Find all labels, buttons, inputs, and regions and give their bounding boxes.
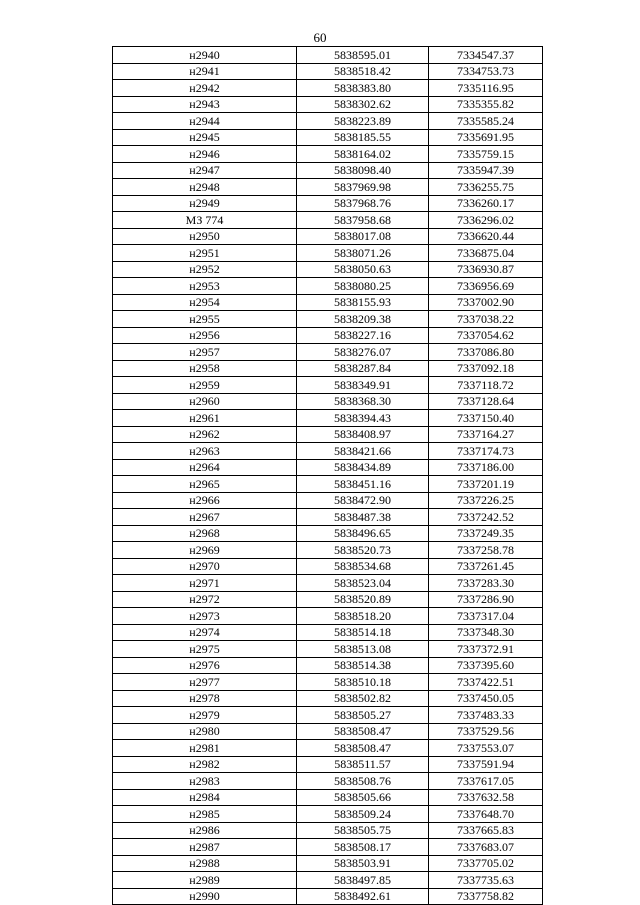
x-coordinate-cell: 5838349.91 (297, 377, 429, 394)
y-coordinate-cell: 7337164.27 (429, 426, 543, 443)
table-row (113, 674, 543, 691)
x-coordinate-cell: 5838502.82 (297, 690, 429, 707)
table-row (113, 426, 543, 443)
page-number: 60 (313, 30, 327, 45)
y-coordinate-cell: 7337617.05 (429, 773, 543, 790)
y-coordinate-cell: 7337150.40 (429, 410, 543, 427)
x-coordinate-cell: 5838276.07 (297, 344, 429, 361)
point-id-cell: н2952 (113, 261, 297, 278)
table-row (113, 525, 543, 542)
point-id-cell: н2971 (113, 575, 297, 592)
x-coordinate-cell: 5837969.98 (297, 179, 429, 196)
x-coordinate-cell: 5838155.93 (297, 294, 429, 311)
y-coordinate-cell: 7337317.04 (429, 608, 543, 625)
y-coordinate-cell: 7337665.83 (429, 822, 543, 839)
x-coordinate-cell: 5838508.47 (297, 740, 429, 757)
point-id-cell: н2978 (113, 690, 297, 707)
x-coordinate-cell: 5838302.62 (297, 96, 429, 113)
point-id-cell: н2968 (113, 525, 297, 542)
table-row (113, 839, 543, 856)
table-row (113, 261, 543, 278)
coordinates-table-body (113, 47, 543, 905)
y-coordinate-cell: 7337186.00 (429, 459, 543, 476)
x-coordinate-cell: 5838595.01 (297, 47, 429, 64)
y-coordinate-cell: 7337283.30 (429, 575, 543, 592)
y-coordinate-cell: 7336875.04 (429, 245, 543, 262)
y-coordinate-cell: 7335691.95 (429, 129, 543, 146)
y-coordinate-cell: 7337632.58 (429, 789, 543, 806)
table-row (113, 624, 543, 641)
table-row (113, 608, 543, 625)
point-id-cell: н2979 (113, 707, 297, 724)
table-row (113, 690, 543, 707)
point-id-cell: н2980 (113, 723, 297, 740)
y-coordinate-cell: 7337054.62 (429, 327, 543, 344)
y-coordinate-cell: 7337395.60 (429, 657, 543, 674)
x-coordinate-cell: 5838451.16 (297, 476, 429, 493)
y-coordinate-cell: 7337242.52 (429, 509, 543, 526)
point-id-cell: н2974 (113, 624, 297, 641)
y-coordinate-cell: 7336255.75 (429, 179, 543, 196)
y-coordinate-cell: 7337529.56 (429, 723, 543, 740)
x-coordinate-cell: 5838098.40 (297, 162, 429, 179)
y-coordinate-cell: 7337372.91 (429, 641, 543, 658)
point-id-cell: н2942 (113, 80, 297, 97)
point-id-cell: н2962 (113, 426, 297, 443)
point-id-cell: н2944 (113, 113, 297, 130)
table-row (113, 806, 543, 823)
table-row (113, 393, 543, 410)
point-id-cell: н2940 (113, 47, 297, 64)
point-id-cell: н2987 (113, 839, 297, 856)
point-id-cell: н2988 (113, 855, 297, 872)
point-id-cell: н2976 (113, 657, 297, 674)
table-row (113, 591, 543, 608)
point-id-cell: н2948 (113, 179, 297, 196)
table-row (113, 113, 543, 130)
y-coordinate-cell: 7336260.17 (429, 195, 543, 212)
x-coordinate-cell: 5838487.38 (297, 509, 429, 526)
x-coordinate-cell: 5838523.04 (297, 575, 429, 592)
x-coordinate-cell: 5838505.75 (297, 822, 429, 839)
y-coordinate-cell: 7337086.80 (429, 344, 543, 361)
point-id-cell: н2951 (113, 245, 297, 262)
point-id-cell: н2943 (113, 96, 297, 113)
table-row (113, 443, 543, 460)
y-coordinate-cell: 7337683.07 (429, 839, 543, 856)
x-coordinate-cell: 5838503.91 (297, 855, 429, 872)
table-row (113, 179, 543, 196)
table-row (113, 459, 543, 476)
point-id-cell: н2981 (113, 740, 297, 757)
y-coordinate-cell: 7337038.22 (429, 311, 543, 328)
x-coordinate-cell: 5838508.17 (297, 839, 429, 856)
y-coordinate-cell: 7334753.73 (429, 63, 543, 80)
table-row (113, 410, 543, 427)
y-coordinate-cell: 7336956.69 (429, 278, 543, 295)
y-coordinate-cell: 7337758.82 (429, 888, 543, 905)
y-coordinate-cell: 7337450.05 (429, 690, 543, 707)
table-row (113, 344, 543, 361)
x-coordinate-cell: 5838368.30 (297, 393, 429, 410)
x-coordinate-cell: 5838209.38 (297, 311, 429, 328)
x-coordinate-cell: 5838508.47 (297, 723, 429, 740)
x-coordinate-cell: 5838472.90 (297, 492, 429, 509)
point-id-cell: н2953 (113, 278, 297, 295)
point-id-cell: н2963 (113, 443, 297, 460)
point-id-cell: н2967 (113, 509, 297, 526)
table-row (113, 558, 543, 575)
x-coordinate-cell: 5838518.42 (297, 63, 429, 80)
table-row (113, 492, 543, 509)
point-id-cell: н2973 (113, 608, 297, 625)
table-row (113, 888, 543, 905)
point-id-cell: н2982 (113, 756, 297, 773)
x-coordinate-cell: 5838185.55 (297, 129, 429, 146)
point-id-cell: н2959 (113, 377, 297, 394)
y-coordinate-cell: 7337174.73 (429, 443, 543, 460)
table-row (113, 773, 543, 790)
x-coordinate-cell: 5838513.08 (297, 641, 429, 658)
x-coordinate-cell: 5838520.89 (297, 591, 429, 608)
y-coordinate-cell: 7337201.19 (429, 476, 543, 493)
coordinates-table (112, 46, 543, 905)
x-coordinate-cell: 5838017.08 (297, 228, 429, 245)
table-row (113, 740, 543, 757)
x-coordinate-cell: 5837958.68 (297, 212, 429, 229)
y-coordinate-cell: 7337286.90 (429, 591, 543, 608)
y-coordinate-cell: 7334547.37 (429, 47, 543, 64)
x-coordinate-cell: 5838223.89 (297, 113, 429, 130)
point-id-cell: н2984 (113, 789, 297, 806)
point-id-cell: н2954 (113, 294, 297, 311)
point-id-cell: н2946 (113, 146, 297, 163)
x-coordinate-cell: 5838508.76 (297, 773, 429, 790)
x-coordinate-cell: 5838434.89 (297, 459, 429, 476)
table-row (113, 47, 543, 64)
x-coordinate-cell: 5838080.25 (297, 278, 429, 295)
x-coordinate-cell: 5838497.85 (297, 872, 429, 889)
table-row (113, 377, 543, 394)
y-coordinate-cell: 7337483.33 (429, 707, 543, 724)
table-row (113, 657, 543, 674)
y-coordinate-cell: 7337735.63 (429, 872, 543, 889)
y-coordinate-cell: 7337705.02 (429, 855, 543, 872)
x-coordinate-cell: 5838505.66 (297, 789, 429, 806)
y-coordinate-cell: 7337092.18 (429, 360, 543, 377)
point-id-cell: н2961 (113, 410, 297, 427)
table-row (113, 278, 543, 295)
table-row (113, 756, 543, 773)
y-coordinate-cell: 7337648.70 (429, 806, 543, 823)
point-id-cell: н2966 (113, 492, 297, 509)
point-id-cell: н2975 (113, 641, 297, 658)
x-coordinate-cell: 5838492.61 (297, 888, 429, 905)
y-coordinate-cell: 7337258.78 (429, 542, 543, 559)
x-coordinate-cell: 5838514.38 (297, 657, 429, 674)
table-row (113, 855, 543, 872)
y-coordinate-cell: 7337249.35 (429, 525, 543, 542)
x-coordinate-cell: 5838518.20 (297, 608, 429, 625)
table-row (113, 707, 543, 724)
point-id-cell: н2972 (113, 591, 297, 608)
x-coordinate-cell: 5837968.76 (297, 195, 429, 212)
point-id-cell: н2965 (113, 476, 297, 493)
x-coordinate-cell: 5838509.24 (297, 806, 429, 823)
y-coordinate-cell: 7337002.90 (429, 294, 543, 311)
x-coordinate-cell: 5838534.68 (297, 558, 429, 575)
x-coordinate-cell: 5838383.80 (297, 80, 429, 97)
point-id-cell: н2957 (113, 344, 297, 361)
point-id-cell: н2977 (113, 674, 297, 691)
x-coordinate-cell: 5838050.63 (297, 261, 429, 278)
x-coordinate-cell: 5838505.27 (297, 707, 429, 724)
table-row (113, 641, 543, 658)
table-row (113, 542, 543, 559)
x-coordinate-cell: 5838421.66 (297, 443, 429, 460)
x-coordinate-cell: 5838408.97 (297, 426, 429, 443)
point-id-cell: н2960 (113, 393, 297, 410)
y-coordinate-cell: 7337118.72 (429, 377, 543, 394)
y-coordinate-cell: 7337422.51 (429, 674, 543, 691)
y-coordinate-cell: 7337348.30 (429, 624, 543, 641)
point-id-cell: н2949 (113, 195, 297, 212)
table-row (113, 294, 543, 311)
y-coordinate-cell: 7335355.82 (429, 96, 543, 113)
point-id-cell: н2964 (113, 459, 297, 476)
x-coordinate-cell: 5838511.57 (297, 756, 429, 773)
y-coordinate-cell: 7337553.07 (429, 740, 543, 757)
x-coordinate-cell: 5838510.18 (297, 674, 429, 691)
y-coordinate-cell: 7335116.95 (429, 80, 543, 97)
y-coordinate-cell: 7336930.87 (429, 261, 543, 278)
point-id-cell: н2955 (113, 311, 297, 328)
table-row (113, 146, 543, 163)
table-row (113, 360, 543, 377)
table-row (113, 245, 543, 262)
table-row (113, 872, 543, 889)
x-coordinate-cell: 5838496.65 (297, 525, 429, 542)
y-coordinate-cell: 7335947.39 (429, 162, 543, 179)
point-id-cell: н2956 (113, 327, 297, 344)
point-id-cell: н2958 (113, 360, 297, 377)
point-id-cell: н2970 (113, 558, 297, 575)
table-row (113, 80, 543, 97)
table-row (113, 162, 543, 179)
point-id-cell: н2983 (113, 773, 297, 790)
y-coordinate-cell: 7337128.64 (429, 393, 543, 410)
y-coordinate-cell: 7337261.45 (429, 558, 543, 575)
table-row (113, 575, 543, 592)
table-row (113, 228, 543, 245)
table-row (113, 789, 543, 806)
table-row (113, 509, 543, 526)
point-id-cell: н2947 (113, 162, 297, 179)
table-row (113, 723, 543, 740)
table-row (113, 63, 543, 80)
x-coordinate-cell: 5838227.16 (297, 327, 429, 344)
x-coordinate-cell: 5838520.73 (297, 542, 429, 559)
table-row (113, 195, 543, 212)
x-coordinate-cell: 5838514.18 (297, 624, 429, 641)
y-coordinate-cell: 7336620.44 (429, 228, 543, 245)
table-row (113, 311, 543, 328)
x-coordinate-cell: 5838164.02 (297, 146, 429, 163)
point-id-cell: МЗ 774 (113, 212, 297, 229)
y-coordinate-cell: 7337226.25 (429, 492, 543, 509)
table-row (113, 476, 543, 493)
y-coordinate-cell: 7335585.24 (429, 113, 543, 130)
x-coordinate-cell: 5838394.43 (297, 410, 429, 427)
table-row (113, 822, 543, 839)
point-id-cell: н2945 (113, 129, 297, 146)
table-row (113, 129, 543, 146)
point-id-cell: н2950 (113, 228, 297, 245)
point-id-cell: н2989 (113, 872, 297, 889)
x-coordinate-cell: 5838287.84 (297, 360, 429, 377)
point-id-cell: н2969 (113, 542, 297, 559)
point-id-cell: н2941 (113, 63, 297, 80)
y-coordinate-cell: 7336296.02 (429, 212, 543, 229)
table-row (113, 212, 543, 229)
x-coordinate-cell: 5838071.26 (297, 245, 429, 262)
point-id-cell: н2986 (113, 822, 297, 839)
y-coordinate-cell: 7335759.15 (429, 146, 543, 163)
table-row (113, 96, 543, 113)
y-coordinate-cell: 7337591.94 (429, 756, 543, 773)
table-row (113, 327, 543, 344)
point-id-cell: н2990 (113, 888, 297, 905)
point-id-cell: н2985 (113, 806, 297, 823)
